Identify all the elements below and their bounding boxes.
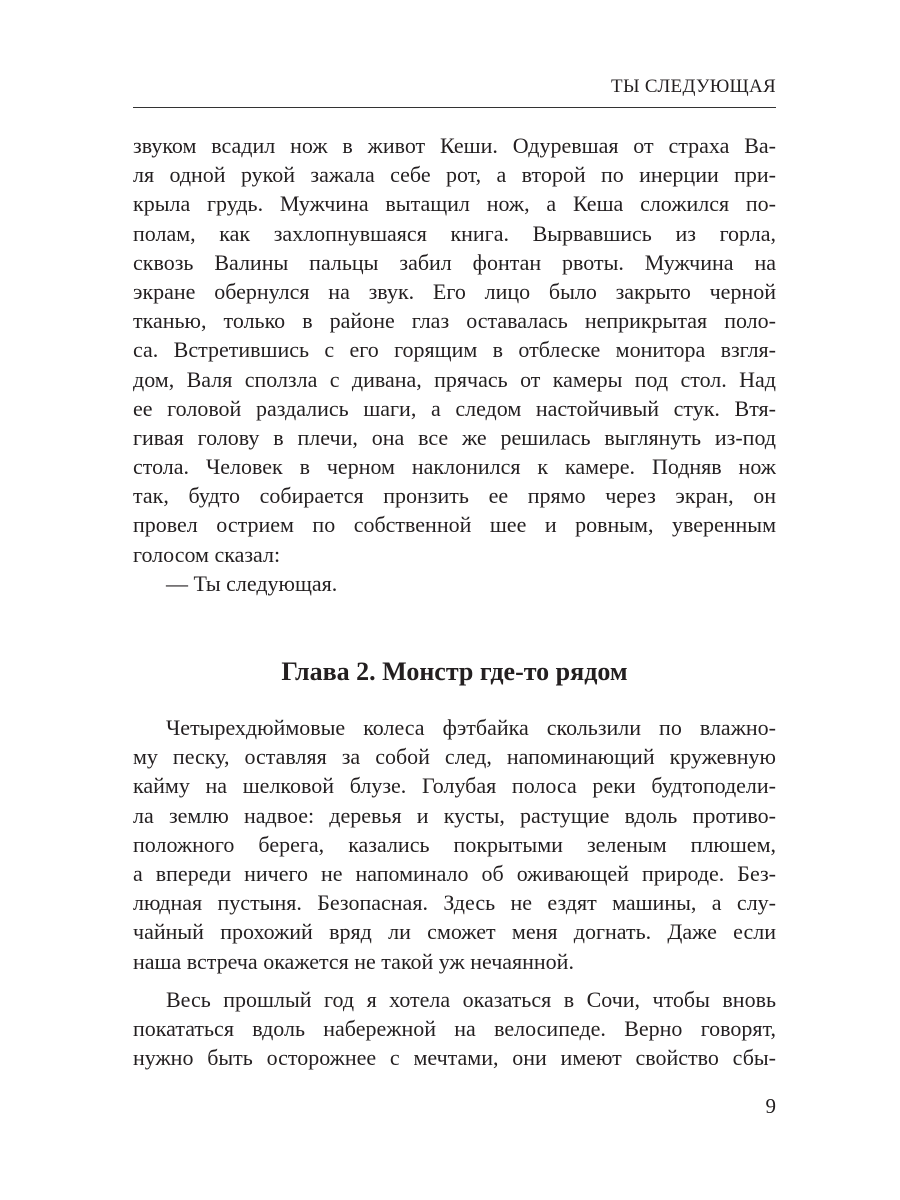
text-line: са. Встретившись с его горящим в отблеске монитора взгля- — [133, 337, 776, 363]
text-line: тканью, только в районе глаз оставалась неприкрытая поло- — [133, 308, 776, 334]
text-line: Весь прошлый год я хотела оказаться в Сочи, чтобы вновь — [166, 987, 776, 1012]
paragraph — [133, 985, 776, 1073]
text-line: положного берега, казались покрытыми зеленым плюшем, — [133, 831, 776, 857]
text-line: покататься вдоль набережной на велосипеде. Верно говорят, — [133, 1016, 776, 1042]
text-line: ла землю надвое: деревья и кусты, растущие вдоль противо- — [133, 802, 776, 828]
text-line: наша встреча окажется не такой уж нечаянной. — [133, 948, 574, 974]
text-line: му песку, оставляя за собой след, напоминающий кружевную — [133, 744, 776, 770]
text-line: гивая голову в плечи, она все же решилась выглянуть из-под — [133, 424, 776, 450]
text-line: стола. Человек в черном наклонился к камере. Подняв нож — [133, 454, 776, 480]
text-line: сквозь Валины пальцы забил фонтан рвоты. Мужчина на — [133, 249, 776, 275]
text-line: полам, как захлопнувшаяся книга. Вырвавшись из горла, — [133, 220, 776, 246]
text-line: провел острием по собственной шее и ровным, уверенным — [133, 512, 776, 538]
text-line: а впереди ничего не напоминало об оживающей природе. Без- — [133, 860, 776, 886]
text-line: людная пустыня. Безопасная. Здесь не ездят машины, а слу- — [133, 890, 776, 916]
text-line: крыла грудь. Мужчина вытащил нож, а Кеша сложился по- — [133, 191, 776, 217]
text-line: ля одной рукой зажала себе рот, а второй по инерции при- — [133, 162, 776, 188]
text-line: чайный прохожий вряд ли сможет меня догнать. Даже если — [133, 919, 776, 945]
text-line: экране обернулся на звук. Его лицо было закрыто черной — [133, 278, 776, 304]
text-line: нужно быть осторожнее с мечтами, они имеют свойство сбы- — [133, 1045, 776, 1071]
text-line: Четырехдюймовые колеса фэтбайка скользили по влажно- — [166, 715, 776, 740]
text-line: голосом сказал: — [133, 541, 281, 567]
header-rule — [133, 107, 776, 108]
paragraph-continued — [133, 131, 776, 598]
running-head: ТЫ СЛЕДУЮЩАЯ — [611, 76, 776, 97]
text-line: кайму на шелковой блузе. Голубая полоса реки будтоподели- — [133, 773, 776, 799]
text-line: так, будто собирается пронзить ее прямо через экран, он — [133, 483, 776, 509]
page-number: 9 — [765, 1094, 776, 1118]
text-line: звуком всадил нож в живот Кеши. Одуревшая от страха Ва- — [133, 133, 776, 158]
text-line: дом, Валя сползла с дивана, прячась от камеры под стол. Над — [133, 366, 776, 392]
text-line: ее головой раздались шаги, а следом настойчивый стук. Втя- — [133, 395, 776, 421]
paragraph — [133, 713, 776, 976]
chapter-heading: Глава 2. Монстр где-то рядом — [281, 657, 628, 686]
dialogue-line: — Ты следующая. — [166, 570, 338, 596]
